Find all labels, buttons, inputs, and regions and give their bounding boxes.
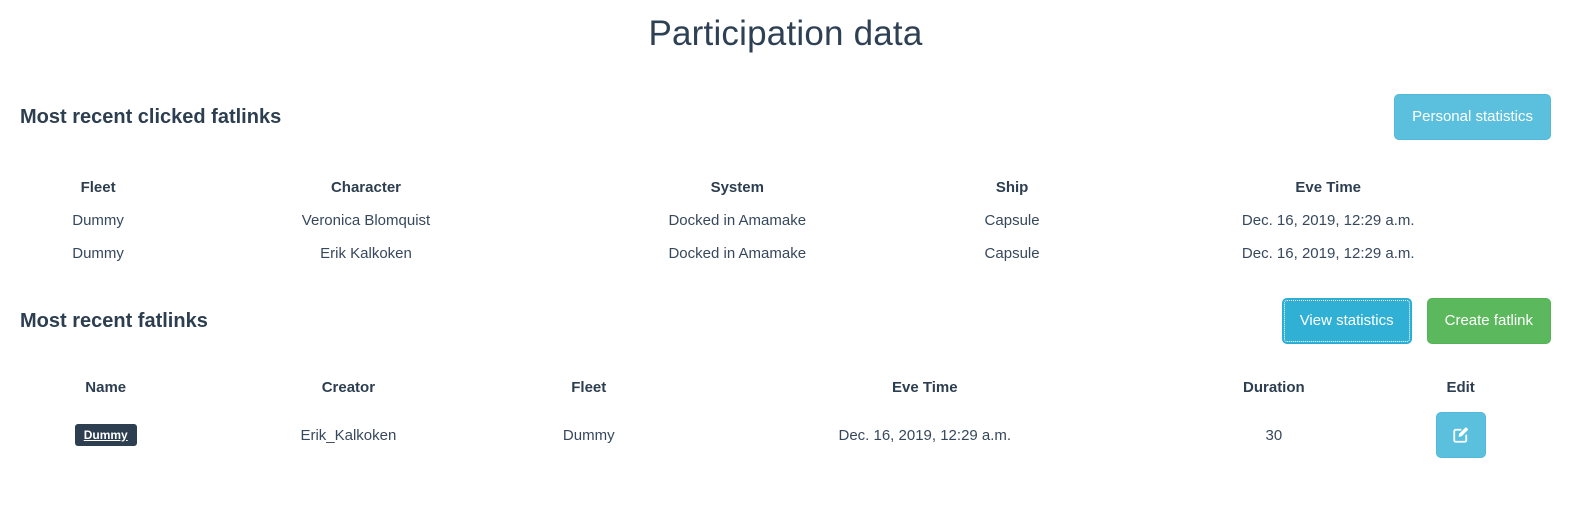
column-header-name: Name bbox=[85, 379, 127, 396]
column-header-eve-time: Eve Time bbox=[891, 379, 958, 396]
column-header-eve-time: Eve Time bbox=[1295, 179, 1362, 196]
column-header-system: System bbox=[710, 179, 764, 196]
fatlinks-table bbox=[20, 371, 1551, 466]
column-header-ship: Ship bbox=[995, 179, 1029, 196]
edit-fatlink-button[interactable] bbox=[1436, 412, 1486, 458]
fatlinks-button-group bbox=[1282, 298, 1551, 343]
cell-system: Docked in Amamake bbox=[668, 245, 807, 262]
cell-edit bbox=[1370, 404, 1551, 466]
cell-eve-time: Dec. 16, 2019, 12:29 a.m. bbox=[1241, 212, 1415, 229]
table-row bbox=[20, 404, 1551, 466]
fatlinks-section-header bbox=[20, 298, 1551, 344]
column-header-fleet: Fleet bbox=[80, 179, 116, 196]
column-header-duration: Duration bbox=[1243, 379, 1305, 396]
fatlinks-heading: Most recent fatlinks bbox=[20, 309, 208, 332]
view-statistics-button[interactable]: View statistics bbox=[1282, 298, 1412, 343]
page-title: Participation data bbox=[648, 14, 923, 53]
personal-statistics-button[interactable]: Personal statistics bbox=[1394, 94, 1551, 139]
column-header-fleet: Fleet bbox=[571, 379, 607, 396]
cell-system: Docked in Amamake bbox=[668, 212, 807, 229]
cell-duration: 30 bbox=[1265, 426, 1283, 444]
create-fatlink-button[interactable]: Create fatlink bbox=[1427, 298, 1551, 343]
cell-character: Veronica Blomquist bbox=[301, 212, 431, 229]
cell-eve-time: Dec. 16, 2019, 12:29 a.m. bbox=[1241, 245, 1415, 262]
cell-fleet: Dummy bbox=[562, 426, 615, 444]
cell-eve-time: Dec. 16, 2019, 12:29 a.m. bbox=[838, 426, 1012, 444]
column-header-character: Character bbox=[330, 179, 402, 196]
column-header-edit: Edit bbox=[1446, 379, 1475, 396]
clicked-fatlinks-table bbox=[20, 171, 1551, 270]
cell-name bbox=[20, 404, 191, 466]
clicked-fatlinks-section-header bbox=[20, 94, 1551, 140]
column-header-creator: Creator bbox=[321, 379, 376, 396]
table-header-row bbox=[20, 171, 1551, 204]
table-row bbox=[20, 237, 1551, 270]
fatlink-name-badge[interactable]: Dummy bbox=[75, 424, 137, 446]
page-container bbox=[0, 14, 1575, 466]
cell-creator: Erik_Kalkoken bbox=[300, 426, 397, 444]
cell-character: Erik Kalkoken bbox=[320, 245, 412, 262]
clicked-fatlinks-heading: Most recent clicked fatlinks bbox=[20, 105, 282, 128]
cell-ship: Capsule bbox=[984, 212, 1040, 229]
table-row bbox=[20, 204, 1551, 237]
table-header-row bbox=[20, 371, 1551, 404]
cell-fleet: Dummy bbox=[72, 245, 124, 262]
cell-ship: Capsule bbox=[984, 245, 1040, 262]
edit-icon bbox=[1452, 426, 1470, 444]
cell-fleet: Dummy bbox=[72, 212, 124, 229]
